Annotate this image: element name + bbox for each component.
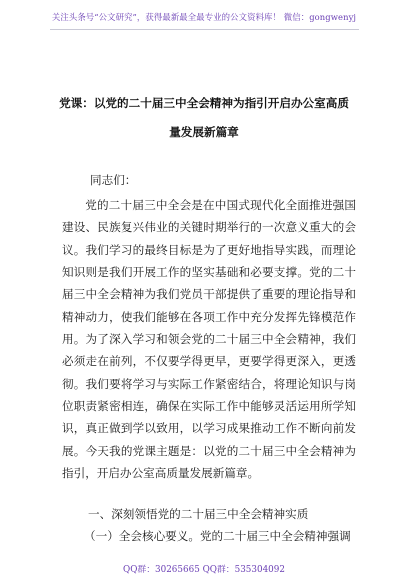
header-divider xyxy=(50,29,359,30)
section-heading: 一、深刻领悟党的二十届三中全会精神实质 xyxy=(88,507,309,521)
document-title-line-1: 党课：以党的二十届三中全会精神为指引开启办公室高质 xyxy=(59,96,349,110)
document-title-line-2: 量发展新篇章 xyxy=(169,125,239,139)
subsection-text: （一）全会核心要义。党的二十届三中全会精神强调 xyxy=(84,529,351,543)
header-banner: 关注头条号“公文研究”，获得最新最全最专业的公文资料库！ 微信：gongwenyj xyxy=(51,12,357,22)
salutation: 同志们： xyxy=(90,173,137,187)
body-paragraph: 党的二十届三中全会是在中国式现代化全面推进强国建设、民族复兴伟业的关键时期举行的一次意义重大的会议。我们学习的最终目标是为了更好地指导实践，而理论知识则是我们开展工作的坚实基础和必要支撑。党的二十届三中全会精神为我们党员干部提供了重要的理论指导和精神动力，使我们能够在各项工作中充分发挥先锋模范作用。为了深入学习和领会党的二十届三中全会精神，我们必须走在前列，不仅要学得更早，更要学得更深入，更透彻。我们要将学习与实际工作紧密结合，将理论知识与岗位职责紧密相连，确保在实际工作中能够灵活运用所学知识，真正做到学以致用，以学习成果推动工作不断向前发展。今天我的党课主题是：以党的二十届三中全会精神为指引，开启办公室高质量发展新篇章。 xyxy=(62,198,356,481)
footer-contact: QQ群：30265665 QQ群：535304092 xyxy=(123,565,285,575)
